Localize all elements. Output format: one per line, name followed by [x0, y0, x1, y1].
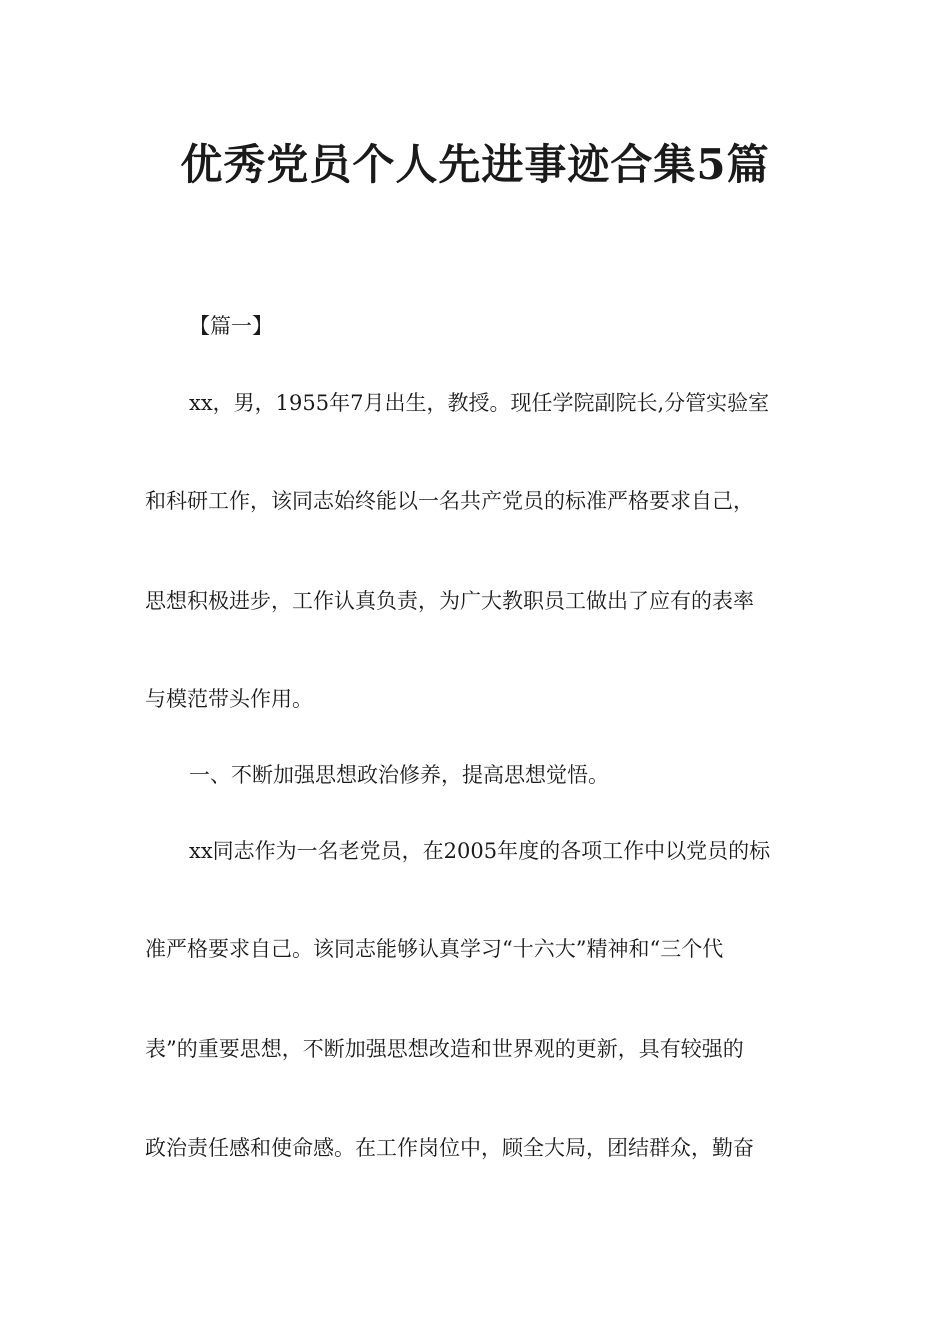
paragraph-line: 与模范带头作用。 [145, 687, 313, 711]
document-title: 优秀党员个人先进事迹合集5篇 [180, 140, 770, 189]
paragraph-line: 思想积极进步，工作认真负责，为广大教职员工做出了应有的表率 [145, 589, 754, 613]
paragraph-line: 和科研工作，该同志始终能以一名共产党员的标准严格要求自己， [145, 489, 754, 513]
paragraph-line: 表”的重要思想，不断加强思想改造和世界观的更新，具有较强的 [145, 1037, 744, 1061]
paragraph-line: xx，男，1955年7月出生，教授。现任学院副院长,分管实验室 [189, 391, 770, 415]
paragraph-line: 政治责任感和使命感。在工作岗位中，顾全大局，团结群众，勤奋 [145, 1136, 754, 1160]
paragraph-line: 准严格要求自己。该同志能够认真学习“十六大”精神和“三个代 [145, 937, 724, 961]
subheading-line: 一、不断加强思想政治修养，提高思想觉悟。 [189, 763, 609, 787]
paragraph-line: xx同志作为一名老党员，在2005年度的各项工作中以党员的标 [189, 839, 771, 863]
section-heading: 【篇一】 [189, 314, 273, 338]
